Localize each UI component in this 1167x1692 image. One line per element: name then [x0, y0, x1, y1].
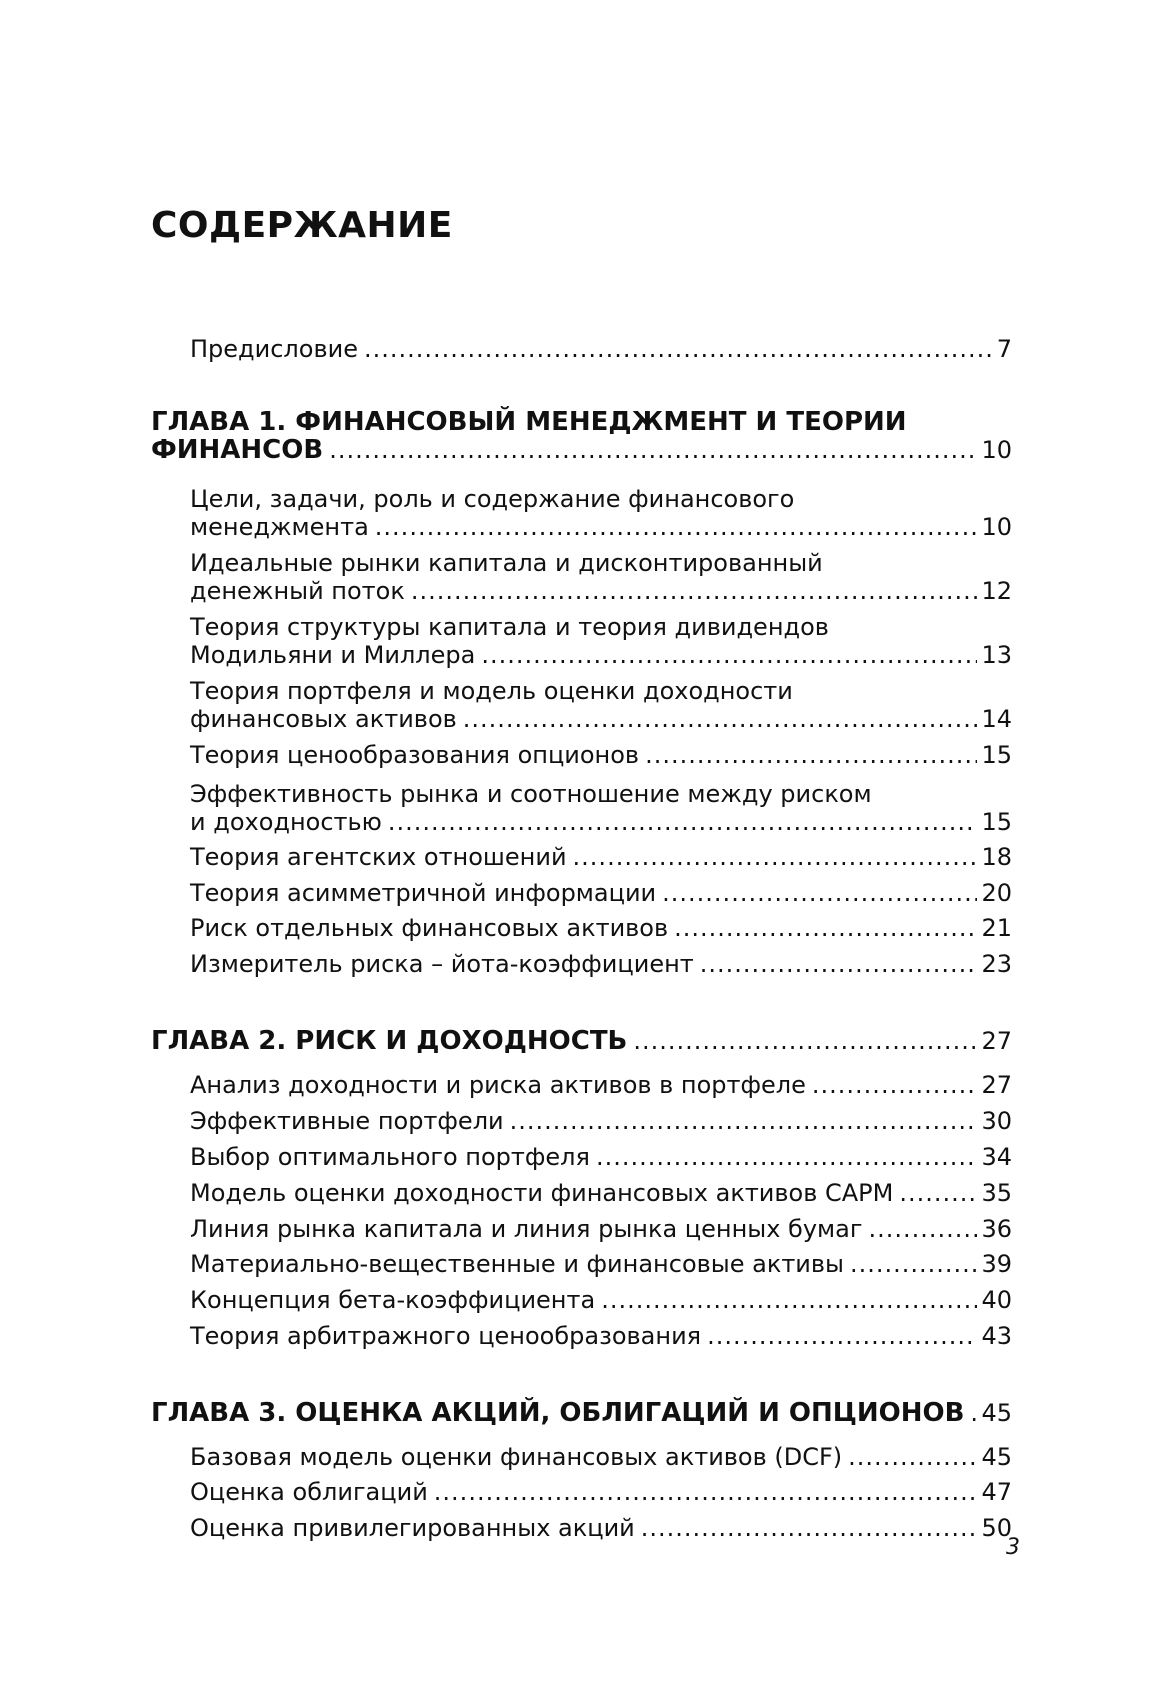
toc-entry-leader-row — [190, 1179, 1012, 1207]
toc-entry-title: Выбор оптимального портфеля — [190, 1143, 590, 1171]
toc-section-entry — [190, 1143, 1012, 1171]
toc-entry-page: 10 — [981, 513, 1012, 541]
toc-entry-leader-row — [190, 808, 1012, 836]
toc-entry-title: Оценка облигаций — [190, 1478, 428, 1506]
toc-entry-leader-row — [190, 335, 1012, 363]
toc-entry-title: Риск отдельных финансовых активов — [190, 914, 669, 942]
toc-entry-page: 45 — [981, 1443, 1012, 1471]
toc-section-entry — [190, 613, 1012, 669]
dot-leader — [645, 741, 977, 769]
toc-entry-leader-row — [190, 1478, 1012, 1506]
toc-entry-page: 12 — [981, 577, 1012, 605]
toc-section-entry — [190, 950, 1012, 978]
toc-section-entry — [190, 741, 1012, 769]
toc-entry-leader-row — [151, 436, 1012, 464]
toc-entry-leader-row — [190, 513, 1012, 541]
toc-entry-title: ФИНАНСОВ — [151, 435, 324, 465]
toc-entry-page: 50 — [981, 1514, 1012, 1542]
toc-section-entry — [190, 879, 1012, 907]
toc-entry-leader-row — [190, 914, 1012, 942]
dot-leader — [434, 1478, 978, 1506]
toc-entry-leader-row — [151, 1399, 1012, 1427]
toc-section-entry — [190, 1514, 1012, 1542]
toc-entry-title: Теория агентских отношений — [190, 843, 567, 871]
toc-section-entry — [190, 485, 1012, 541]
toc-chapter-entry — [151, 1399, 1012, 1427]
toc-entry-leader-row — [190, 1514, 1012, 1542]
toc-section-entry — [190, 1107, 1012, 1135]
dot-leader — [707, 1322, 977, 1350]
toc-entry-page: 36 — [981, 1215, 1012, 1243]
toc-entry-title-line: Эффективность рынка и соотношение между риском — [190, 780, 872, 808]
toc-entry-page: 15 — [981, 741, 1012, 769]
toc-entry-title-line: Теория структуры капитала и теория дивидендов — [190, 613, 829, 641]
toc-entry-leader-row — [190, 879, 1012, 907]
toc-chapter-entry — [151, 408, 1012, 464]
toc-entry-title: Оценка привилегированных акций — [190, 1514, 635, 1542]
dot-leader — [700, 950, 978, 978]
dot-leader — [633, 1027, 977, 1055]
toc-entry-leader-row — [190, 577, 1012, 605]
toc-entry-page: 20 — [981, 879, 1012, 907]
toc-entry-leader-row — [190, 705, 1012, 733]
toc-entry-page: 14 — [981, 705, 1012, 733]
toc-section-entry — [190, 1322, 1012, 1350]
dot-leader — [674, 914, 977, 942]
toc-entry-title: Теория арбитражного ценообразования — [190, 1322, 702, 1350]
toc-entry-page: 30 — [981, 1107, 1012, 1135]
toc-entry-page: 13 — [981, 641, 1012, 669]
dot-leader — [573, 843, 978, 871]
toc-section-entry — [190, 677, 1012, 733]
toc-entry-title-line: Теория портфеля и модель оценки доходности — [190, 677, 793, 705]
toc-entry-page: 21 — [981, 914, 1012, 942]
dot-leader — [899, 1179, 977, 1207]
toc-entry-title-line: Цели, задачи, роль и содержание финансового — [190, 485, 795, 513]
toc-entry-page: 18 — [981, 843, 1012, 871]
toc-entry-page: 45 — [981, 1399, 1012, 1427]
dot-leader — [601, 1286, 977, 1314]
toc-entry-page: 40 — [981, 1286, 1012, 1314]
dot-leader — [463, 705, 978, 733]
toc-section-entry — [190, 1443, 1012, 1471]
toc-entry-leader-row — [190, 1286, 1012, 1314]
toc-entry-title: Предисловие — [190, 335, 358, 363]
toc-entry-title: Измеритель риска – йота-коэффициент — [190, 950, 694, 978]
toc-section-entry — [190, 1071, 1012, 1099]
toc-entry-title: Модель оценки доходности финансовых активов CAPM — [190, 1179, 894, 1207]
toc-section-entry — [190, 843, 1012, 871]
toc-entry-leader-row — [190, 741, 1012, 769]
dot-leader — [375, 513, 978, 541]
dot-leader — [662, 879, 977, 907]
toc-section-entry — [190, 1286, 1012, 1314]
page-title: СОДЕРЖАНИЕ — [151, 205, 453, 246]
toc-entry-title: Модильяни и Миллера — [190, 641, 476, 669]
toc-entry-title-line: Идеальные рынки капитала и дисконтированный — [190, 549, 823, 577]
toc-entry-page: 39 — [981, 1250, 1012, 1278]
toc-entry-leader-row — [190, 843, 1012, 871]
toc-entry-title: менеджмента — [190, 513, 369, 541]
toc-entry-title: Концепция бета-коэффициента — [190, 1286, 596, 1314]
dot-leader — [848, 1443, 977, 1471]
toc-entry-leader-row — [190, 1071, 1012, 1099]
toc-entry-leader-row — [190, 1215, 1012, 1243]
toc-entry-title-line: ГЛАВА 1. ФИНАНСОВЫЙ МЕНЕДЖМЕНТ И ТЕОРИИ — [151, 407, 907, 437]
toc-entry-title: ГЛАВА 2. РИСК И ДОХОДНОСТЬ — [151, 1026, 628, 1056]
toc-entry-page: 34 — [981, 1143, 1012, 1171]
dot-leader — [850, 1250, 977, 1278]
toc-entry-page: 10 — [981, 436, 1012, 464]
toc-entry-title: Эффективные портфели — [190, 1107, 504, 1135]
dot-leader — [868, 1215, 977, 1243]
page-number: 3 — [1006, 1535, 1020, 1560]
toc-section-entry — [190, 1478, 1012, 1506]
toc-entry-page: 27 — [981, 1027, 1012, 1055]
toc-entry-title: и доходностью — [190, 808, 382, 836]
toc-section-entry — [190, 914, 1012, 942]
toc-entry-title: Материально-вещественные и финансовые активы — [190, 1250, 844, 1278]
dot-leader — [641, 1514, 978, 1542]
toc-section-entry — [190, 780, 1012, 836]
dot-leader — [364, 335, 993, 363]
toc-entry-page: 35 — [981, 1179, 1012, 1207]
toc-entry-page: 7 — [996, 335, 1012, 363]
toc-entry-page: 27 — [981, 1071, 1012, 1099]
toc-entry-page: 23 — [981, 950, 1012, 978]
toc-entry-page: 43 — [981, 1322, 1012, 1350]
toc-entry-title: ГЛАВА 3. ОЦЕНКА АКЦИЙ, ОБЛИГАЦИЙ И ОПЦИОНОВ — [151, 1398, 965, 1428]
toc-chapter-entry — [151, 1027, 1012, 1055]
toc-entry-title: Теория асимметричной информации — [190, 879, 657, 907]
dot-leader — [411, 577, 978, 605]
toc-entry-leader-row — [190, 1322, 1012, 1350]
toc-entry-leader-row — [151, 1027, 1012, 1055]
toc-entry-page: 47 — [981, 1478, 1012, 1506]
toc-entry-title: Анализ доходности и риска активов в портфеле — [190, 1071, 806, 1099]
toc-entry-leader-row — [190, 1250, 1012, 1278]
toc-entry-title: финансовых активов — [190, 705, 457, 733]
toc-section-entry — [190, 1250, 1012, 1278]
dot-leader — [970, 1399, 977, 1427]
toc-section-entry — [190, 1215, 1012, 1243]
toc-entry-page: 15 — [981, 808, 1012, 836]
toc-entry-leader-row — [190, 1107, 1012, 1135]
toc-section-entry — [190, 549, 1012, 605]
toc-entry-title: Линия рынка капитала и линия рынка ценных бумаг — [190, 1215, 863, 1243]
toc-entry-title: денежный поток — [190, 577, 405, 605]
toc-entry-title: Базовая модель оценки финансовых активов (DCF) — [190, 1443, 843, 1471]
dot-leader — [812, 1071, 978, 1099]
dot-leader — [596, 1143, 977, 1171]
toc-entry-title: Теория ценообразования опционов — [190, 741, 640, 769]
toc-entry-leader-row — [190, 1443, 1012, 1471]
toc-entry-leader-row — [190, 641, 1012, 669]
dot-leader — [481, 641, 977, 669]
dot-leader — [329, 436, 977, 464]
toc-entry-leader-row — [190, 1143, 1012, 1171]
dot-leader — [388, 808, 978, 836]
toc-section-entry — [190, 335, 1012, 363]
dot-leader — [510, 1107, 978, 1135]
toc-entry-leader-row — [190, 950, 1012, 978]
toc-section-entry — [190, 1179, 1012, 1207]
